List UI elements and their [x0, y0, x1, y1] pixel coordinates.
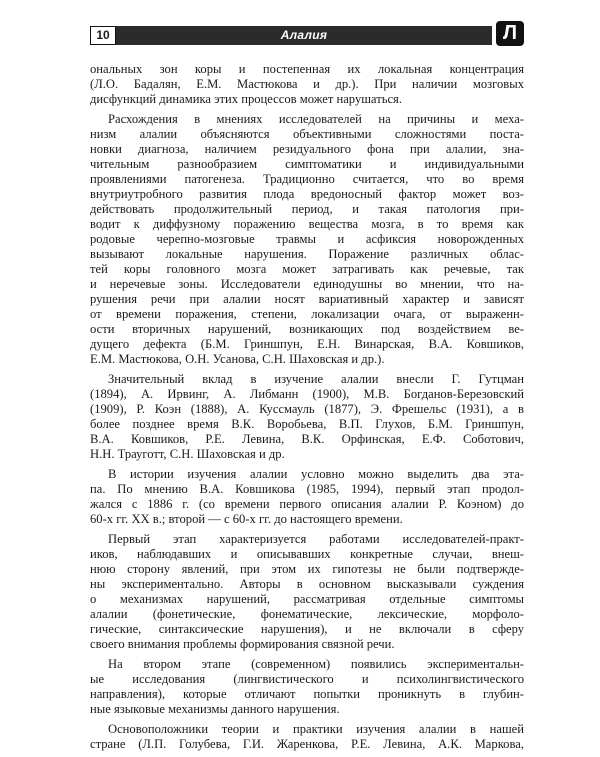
- body-text: [90, 62, 524, 757]
- text-line: (Л.О. Бадалян, Е.М. Мастюкова и др.). При наличии мозговых: [90, 77, 524, 91]
- paragraph: [90, 62, 524, 107]
- text-line: ональных зон коры и постепенная их локальная концентрация: [90, 62, 524, 76]
- text-line: дисфункций динамика этих процессов может нарушаться.: [90, 92, 402, 106]
- text-line: более позднее время В.К. Воробьева, В.П. Глухов, Б.М. Гриншпун,: [90, 417, 524, 431]
- paragraph: [90, 657, 524, 717]
- text-line: ные языковые механизмы данного нарушения.: [90, 702, 340, 716]
- text-line: родовые черепно-мозговые травмы и асфиксия новорожденных: [90, 232, 524, 246]
- paragraph: [90, 532, 524, 652]
- text-line: Значительный вклад в изучение алалии внесли Г. Гутцман: [108, 372, 524, 386]
- text-line: нюю сторону явлений, при этом их гипотезы не были подтвержде-: [90, 562, 524, 576]
- section-title-bar: [116, 26, 492, 45]
- text-line: 60-х гг. XX в.; второй — с 60-х гг. до настоящего времени.: [90, 512, 403, 526]
- page-number: 10: [90, 26, 116, 45]
- text-line: стране (Л.П. Голубева, Г.И. Жаренкова, Р.Е. Левина, А.К. Маркова,: [90, 737, 524, 751]
- running-header: [90, 24, 524, 46]
- text-line: действовать продолжительный период, и такая патология при-: [90, 202, 524, 216]
- text-line: низм алалии объясняются объективными сложностями поста-: [90, 127, 524, 141]
- text-line: вызывают локальные нарушения. Поражение различных облас-: [90, 247, 524, 261]
- text-line: жался с 1886 г. (со времени первого описания алалии Р. Коэном) до: [90, 497, 524, 511]
- text-line: о механизмах нарушений, рассматривая отдельные симптомы: [90, 592, 524, 606]
- text-line: направления), которые отличают попытки проникнуть в глубин-: [90, 687, 524, 701]
- text-line: водит к диффузному поражению вещества мозга, в то время как: [90, 217, 524, 231]
- text-line: иков, наблюдавших и описывавших конкретные случаи, внеш-: [90, 547, 524, 561]
- text-line: своего внимания проблемы формирования связной речи.: [90, 637, 395, 651]
- text-line: ны экспериментально. Авторы в основном высказывали суждения: [90, 577, 524, 591]
- text-line: тей коры головного мозга может затрагивать как речевые, так: [90, 262, 524, 276]
- text-line: Расхождения в мнениях исследователей на причины и меха-: [108, 112, 524, 126]
- text-line: рушения речи при алалии носят вариативный характер и зависят: [90, 292, 524, 306]
- text-line: дущего дефекта (Б.М. Гриншпун, Е.Н. Винарская, В.А. Ковшиков,: [90, 337, 524, 351]
- text-line: ости вторичных нарушений, возникающих под воздействием ве-: [90, 322, 524, 336]
- paragraph: [90, 722, 524, 752]
- paragraph: [90, 372, 524, 462]
- text-line: Н.Н. Трауготт, С.Н. Шаховская и др.: [90, 447, 285, 461]
- text-line: ые исследования (лингвистического и психолингвистического: [90, 672, 524, 686]
- paragraph: [90, 112, 524, 367]
- text-line: па. По мнению В.А. Ковшикова (1985, 1994), первый этап продол-: [90, 482, 524, 496]
- text-line: внутриутробного развития плода вредоносный фактор может воз-: [90, 187, 524, 201]
- text-line: (1894), А. Ирвинг, А. Либманн (1900), М.В. Богданов-Березовский: [90, 387, 524, 401]
- text-line: Первый этап характеризуется работами исследователей-практ-: [108, 532, 524, 546]
- section-letter-tab: Л: [496, 21, 524, 46]
- text-line: В.А. Ковшиков, Р.Е. Левина, В.К. Орфинская, Е.Ф. Соботович,: [90, 432, 524, 446]
- text-line: гические, синтаксические нарушения), и не включали в сферу: [90, 622, 524, 636]
- section-title: Алалия: [280, 28, 328, 42]
- text-line: и неречевые зоны. Исследователи единодушны во мнении, что на-: [90, 277, 524, 291]
- paragraph: [90, 467, 524, 527]
- text-line: алалии (фонетические, фонематические, лексические, морфоло-: [90, 607, 524, 621]
- text-line: проявлениями патогенеза. Традиционно считается, что во время: [90, 172, 524, 186]
- text-line: Е.М. Мастюкова, О.Н. Усанова, С.Н. Шаховская и др.).: [90, 352, 385, 366]
- text-line: В истории изучения алалии условно можно выделить два эта-: [108, 467, 524, 481]
- text-line: от времени поражения, степени, локализации очага, от выраженн-: [90, 307, 524, 321]
- text-line: (1909), Р. Коэн (1888), А. Куссмауль (1877), Э. Фрешельс (1931), а в: [90, 402, 524, 416]
- text-line: Основоположники теории и практики изучения алалии в нашей: [108, 722, 524, 736]
- text-line: новки диагноза, наличием резидуального фона при алалии, зна-: [90, 142, 524, 156]
- text-line: чительным разнообразием симптоматики и индивидуальными: [90, 157, 524, 171]
- text-line: На втором этапе (современном) появились экспериментальн-: [108, 657, 524, 671]
